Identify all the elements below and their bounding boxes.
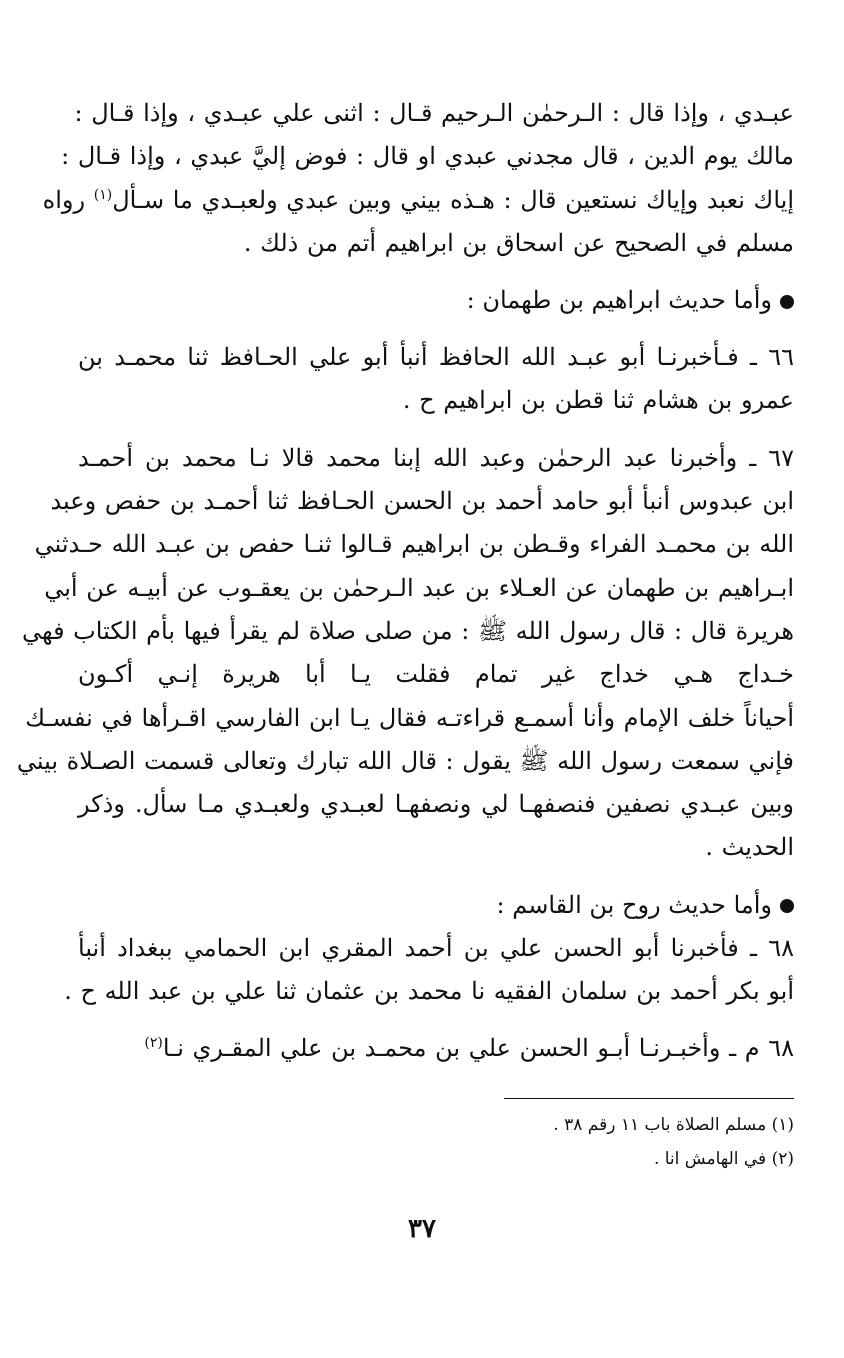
text-line: أحياناً خلف الإمام وأنا أسمـع قراءتـه فقال يـا ابن الفارسي اقـرأها في نفسـك [25,703,794,732]
text-line: ابن عبدوس أنبأ أبو حامد أحمد بن الحسن الحـافظ ثنا أحمـد بن حفص وعبد [50,487,794,516]
bullet-icon [780,295,794,309]
footnote-divider [504,1098,794,1099]
text-line: عمرو بن هشام ثنا قطن بن ابراهيم ح . [402,386,794,415]
paragraph-opening [42,92,794,265]
text-span: إياك نعبد وإياك نستعين قال : هـذه بيني وبين عبدي ولعبـدي ما سـأل [112,185,794,214]
footnote-marker: (١) [93,186,113,203]
text-span: ٦٨ م ـ وأخبـرنـا أبـو الحسن علي بن محمـد بن علي المقـري نـا [162,1034,794,1063]
footnotes [294,1108,794,1176]
text-line: فإني سمعت رسول الله ﷺ يقول : قال الله تبارك وتعالى قسمت الصـلاة بيني [16,746,794,775]
text-line: أبو بكر أحمد بن سلمان الفقيه نا محمد بن عثمان ثنا علي بن عبد الله ح . [64,977,794,1006]
text-line: ٦٦ ـ فـأخبرنـا أبو عبـد الله الحافظ أنبأ أبو علي الحـافظ ثنا محمـد بن [78,343,794,372]
text-line: مالك يوم الدين ، قال مجدني عبدي او قال : فوض إليَّ عبدي ، وإذا قـال : [61,142,794,171]
text-line: الله بن محمـد الفراء وقـطن بن ابراهيم قـالوا ثنـا حفص بن عبـد الله حـدثني [34,530,794,559]
text-line: ٦٧ ـ وأخبرنا عبد الرحمٰن وعبد الله إبنا محمد قالا نـا محمد بن أحمـد [78,443,794,472]
text-line: ٦٨ ـ فأخبرنا أبو الحسن علي بن أحمد المقري ابن الحمامي ببغداد أنبأ [78,933,794,962]
text-line: عبـدي ، وإذا قال : الـرحمٰن الـرحيم قـال : اثنى علي عبـدي ، وإذا قـال : [74,99,794,127]
section-heading [78,279,794,322]
footnote-marker: (٢) [144,1035,163,1052]
footnote: (١) مسلم الصلاة باب ١١ رقم ٣٨ . [553,1115,794,1135]
page-body [16,92,794,1071]
text-line: وبين عبـدي نصفين فنصفهـا لي ونصفهـا لعبـدي ولعبـدي مـا سأل. وذكر [78,790,794,819]
text-line: خـداج هـي خداج غير تمام فقلت يـا أبا هريرة إنـي أكـون [78,660,794,689]
paragraph-68 [64,927,794,1014]
text-line: الحديث . [705,833,794,862]
footnote: (٢) في الهامش انا . [653,1149,794,1169]
heading-text: وأما حديث روح بن القاسم : [496,890,772,919]
text-line: ابـراهيم بن طهمان عن العـلاء بن عبد الـرحمٰن بن يعقـوب عن أبيـه عن أبي [44,573,794,602]
bullet-icon [780,899,794,913]
paragraph-66 [78,336,794,423]
heading-text: وأما حديث ابراهيم بن طهمان : [466,286,772,315]
paragraph-67 [16,437,794,870]
paragraph-68m [78,1027,794,1070]
text-span: رواه [42,185,94,214]
page-number: ٣٧ [408,1214,436,1244]
text-line: هريرة قال : قال رسول الله ﷺ : من صلى صلاة لم يقرأ فيها بأم الكتاب فهي [22,616,794,645]
text-line [42,179,794,222]
text-line: مسلم في الصحيح عن اسحاق بن ابراهيم أتم من ذلك . [243,228,794,257]
section-heading [78,884,794,927]
text-line [78,1027,794,1070]
